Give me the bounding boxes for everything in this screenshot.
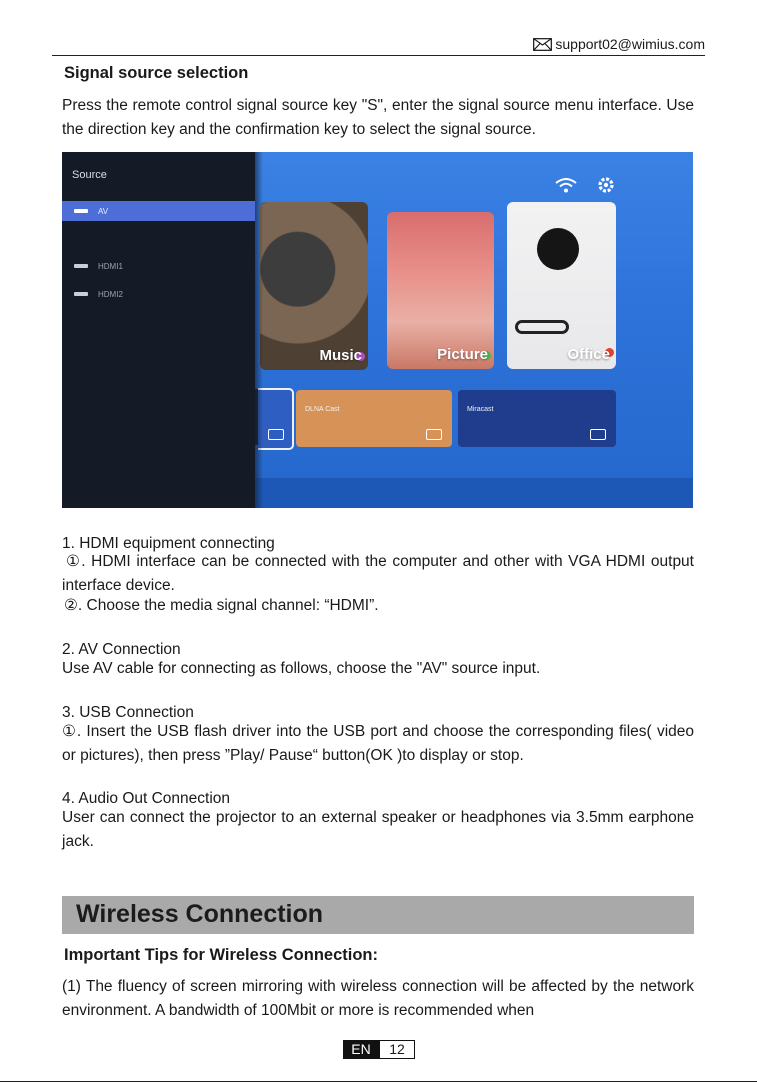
page-number: 12 bbox=[379, 1040, 415, 1059]
hdmi-step-1: ①. HDMI interface can be connected with the computer and other with VGA HDMI output interface device. bbox=[62, 553, 694, 594]
hdmi-heading: 1. HDMI equipment connecting bbox=[62, 535, 275, 552]
audio-heading: 4. Audio Out Connection bbox=[62, 790, 231, 807]
wireless-banner-title: Wireless Connection bbox=[76, 900, 324, 928]
email-text: support02@wimius.com bbox=[555, 36, 705, 52]
source-hdmi2-label: HDMI2 bbox=[98, 289, 123, 299]
source-hdmi1-label: HDMI1 bbox=[98, 261, 123, 271]
signal-title: Signal source selection bbox=[64, 64, 249, 82]
source-menu-screenshot bbox=[62, 152, 693, 508]
source-av-label: AV bbox=[98, 206, 109, 216]
usb-heading: 3. USB Connection bbox=[62, 704, 194, 721]
source-item-hdmi2 bbox=[74, 286, 123, 302]
language-tag: EN bbox=[343, 1040, 379, 1059]
miracast-label: Miracast bbox=[467, 406, 494, 413]
hdmi-step-2: ②. Choose the media signal channel: “HDMI”. bbox=[64, 597, 379, 614]
dlna-label: DLNA Cast bbox=[305, 406, 340, 413]
picture-label: Picture bbox=[437, 346, 488, 363]
selection-frame bbox=[258, 388, 294, 450]
wireless-tips-title: Important Tips for Wireless Connection: bbox=[64, 946, 378, 964]
gear-icon bbox=[597, 176, 615, 194]
music-label: Music bbox=[319, 347, 362, 364]
music-tile bbox=[260, 202, 368, 370]
source-item-av bbox=[62, 201, 255, 221]
wireless-tip-1: (1) The fluency of screen mirroring with wireless connection will be affected by the network environment. A bandwidth of 100Mbit or more is recommended when bbox=[62, 978, 694, 1019]
office-label: Office bbox=[567, 346, 610, 363]
av-heading: 2. AV Connection bbox=[62, 641, 181, 658]
av-text: Use AV cable for connecting as follows, choose the "AV" source input. bbox=[62, 660, 541, 677]
support-email bbox=[533, 36, 705, 52]
mail-icon bbox=[533, 38, 552, 51]
dlna-tile bbox=[296, 390, 452, 447]
usb-text: ①. Insert the USB flash driver into the USB port and choose the corresponding files( video or pictures), then press ”Play/ Pause“ button(OK )to display or stop. bbox=[62, 723, 694, 764]
header-rule bbox=[52, 55, 705, 56]
signal-intro: Press the remote control signal source key "S", enter the signal source menu interface. Use the direction key and the confirmation key to select the signal source. bbox=[62, 97, 694, 138]
miracast-tile bbox=[458, 390, 616, 447]
footer-rule bbox=[0, 1081, 757, 1082]
source-item-hdmi1 bbox=[74, 258, 123, 274]
office-tile bbox=[507, 202, 616, 369]
source-sidebar bbox=[62, 152, 255, 508]
picture-tile bbox=[387, 212, 494, 369]
audio-text: User can connect the projector to an external speaker or headphones via 3.5mm earphone jack. bbox=[62, 809, 694, 850]
sidebar-title: Source bbox=[72, 169, 107, 181]
page-number-box bbox=[343, 1040, 415, 1059]
wifi-icon bbox=[555, 177, 577, 193]
wireless-banner bbox=[62, 896, 694, 934]
